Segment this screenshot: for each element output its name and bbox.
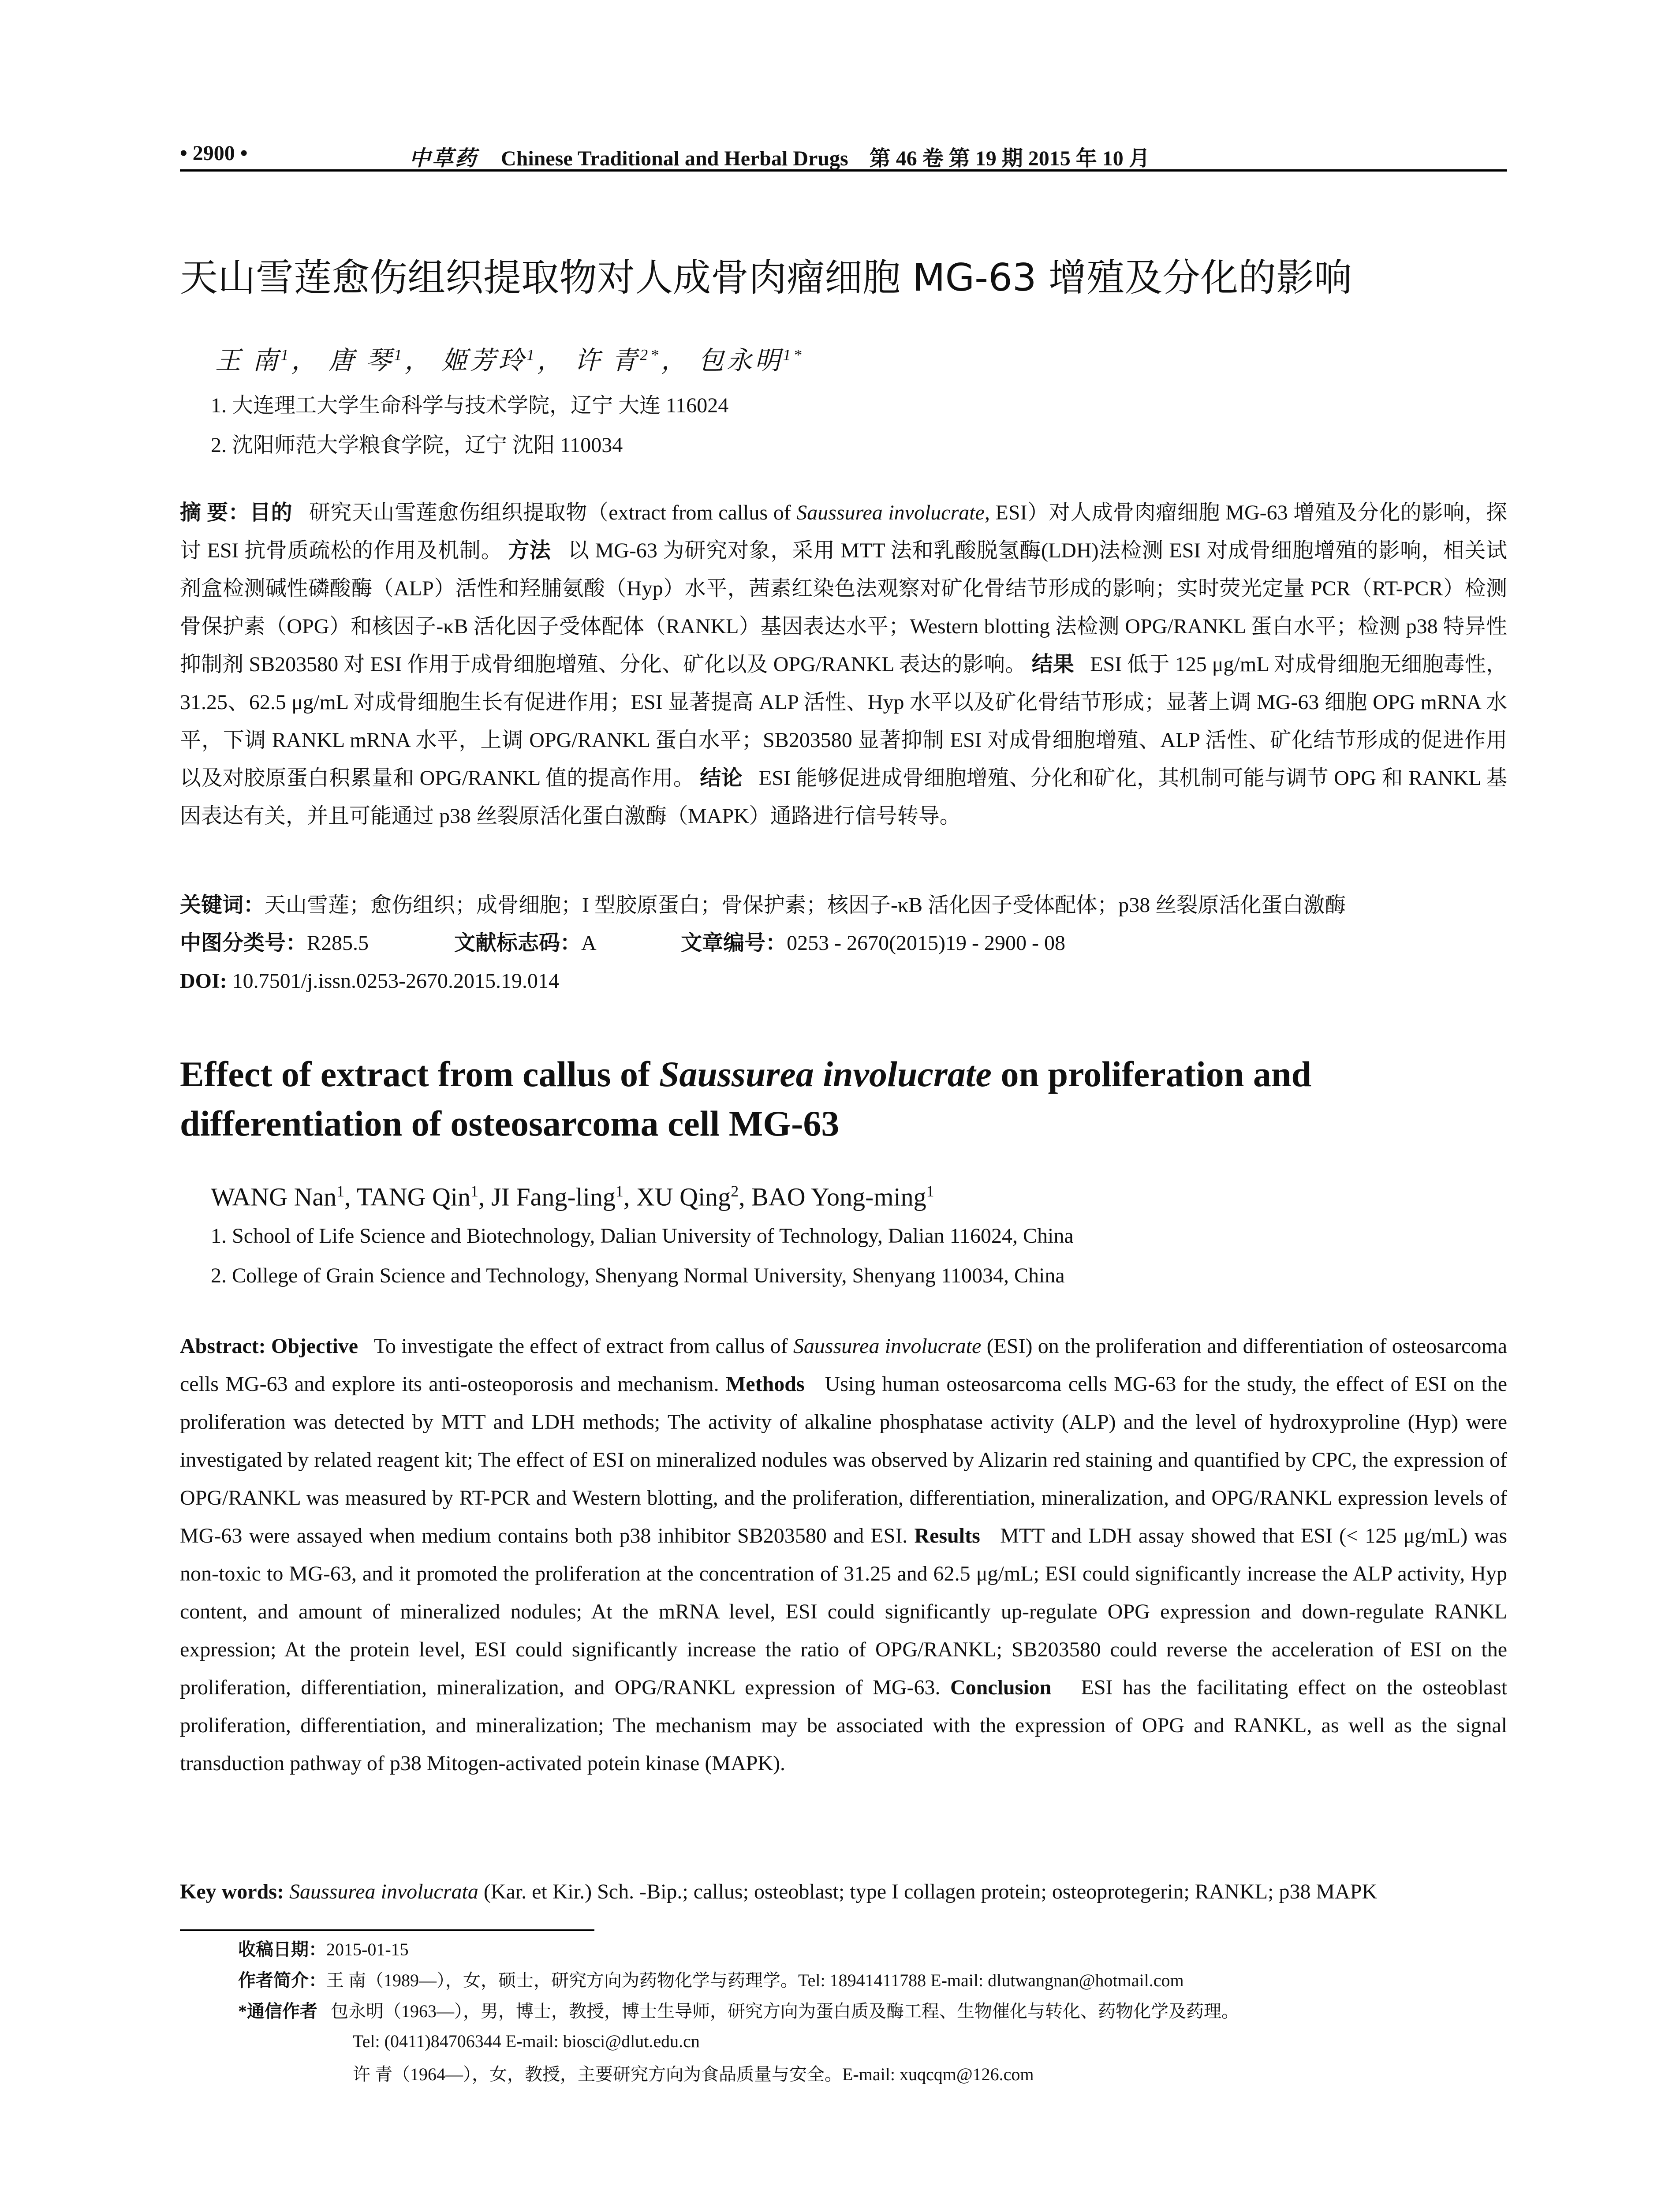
keywords-line (180, 886, 1507, 924)
bio-text: 王 南（1989—），女，硕士，研究方向为药物化学与药理学。Tel: 18941411788 E-mail: dlutwangnan@hotmail.com (326, 1970, 1184, 1990)
doi-label: DOI: (180, 969, 227, 993)
english-title (180, 1050, 1507, 1148)
author-name: 许 青 (574, 346, 640, 375)
chinese-affiliation: 2. 沈阳师范大学粮食学院，辽宁 沈阳 110034 (211, 434, 623, 457)
received-value: 2015-01-15 (326, 1940, 409, 1959)
conclusion-text: ESI has the facilitating effect on the osteoblast proliferation, differentiation, and mineralization; The mechanism may be associated with the expression of OPG and RANKL, as well as the signal transduction pathway of p38 Mitogen-activated potein kinase (MAPK). (180, 1676, 1507, 1775)
methods-label: 方法 (508, 539, 551, 562)
running-header (180, 140, 1507, 172)
conclusion-label: Conclusion (950, 1676, 1052, 1699)
english-abstract (180, 1327, 1507, 1783)
objective-text-a: To investigate the effect of extract from callus of (373, 1334, 793, 1358)
chinese-authors: 王 南$^1$， 唐 琴$^1$， 姬芳玲$^1$， 许 青$^{2*}$， 包永明$^{1*}$ (215, 346, 804, 375)
objective-text-a: 研究天山雪莲愈伤组织提取物（extract from callus of (309, 501, 797, 524)
author-name: XU Qing (636, 1182, 731, 1211)
author-affiliation-mark: 2* (640, 346, 661, 364)
methods-label: Methods (725, 1372, 805, 1396)
footnote-author-bio (238, 1969, 1184, 1992)
author-name: TANG Qin (357, 1182, 470, 1211)
results-text: MTT and LDH assay showed that ESI (< 125 μg/mL) was non-toxic to MG-63, and it promoted the proliferation at the concentration of 31.25 and 62.5 μg/mL; ESI could significantly increase the ALP activity, Hyp content, and amount of mineralized nodules; At the mRNA level, ESI could significantly up-regulate OPG expression and down-regulate RANKL expression; At the protein level, ESI could significantly increase the ratio of OPG/RANKL; SB203580 could reverse the acceleration of ESI on the proliferation, differentiation, mineralization, and OPG/RANKL expression of MG-63. (180, 1524, 1508, 1699)
footnote-received (238, 1938, 409, 1961)
page-number: • 2900 • (180, 142, 248, 165)
species-name: Saussurea involucrate (793, 1334, 982, 1358)
english-title-species: Saussurea involucrate (659, 1054, 992, 1094)
bio-label: 作者简介： (238, 1970, 326, 1990)
species-name: Saussurea involucrate (796, 501, 985, 524)
abstract-label: 摘 要： (180, 501, 250, 524)
journal-name-cn: 中草药 (409, 147, 478, 170)
classification-line (180, 924, 1507, 962)
author-name: JI Fang-ling (491, 1182, 616, 1211)
objective-text-b: , ESI）对人成骨肉瘤细胞 MG-63 增殖及分化的影响，探讨 ESI 抗骨质疏松的作用及机制。 (180, 501, 1507, 562)
keywords-label: 关键词： (180, 893, 265, 917)
keywords-species: Saussurea involucrata (289, 1880, 478, 1903)
chinese-title: 天山雪莲愈伤组织提取物对人成骨肉瘤细胞 MG-63 增殖及分化的影响 (180, 256, 1352, 300)
footnote-corr2: 许 青（1964—），女，教授，主要研究方向为食品质量与安全。E-mail: xuqcqm@126.com (353, 2064, 1034, 2084)
methods-text: Using human osteosarcoma cells MG-63 for the study, the effect of ESI on the proliferation was detected by MTT and LDH methods; The activity of alkaline phosphatase activity (ALP) and the level of hydroxyproline (Hyp) were investigated by related reagent kit; The effect of ESI on mineralized nodules was observed by Alizarin red staining and quantified by CPC, the expression of OPG/RANKL was measured by RT-PCR and Western blotting, and the proliferation, differentiation, mineralization, and OPG/RANKL expression levels of MG-63 were assayed when medium contains both p38 inhibitor SB203580 and ESI. (180, 1372, 1508, 1547)
english-authors: WANG Nan$^1$, TANG Qin$^1$, JI Fang-ling$^1$, XU Qing$^2$, BAO Yong-ming$^1$ (211, 1182, 934, 1211)
objective-label: 目的 (250, 501, 293, 524)
objective-text-b: (ESI) on the proliferation and differentiation of osteosarcoma cells MG-63 and explore its anti-osteoporosis and mechanism. (180, 1334, 1508, 1396)
author-affiliation-mark: 1 (526, 346, 538, 364)
author-name: 姬芳玲 (442, 346, 527, 375)
clc-label: 中图分类号： (180, 931, 307, 955)
author-name: 王 南 (215, 346, 281, 375)
received-label: 收稿日期： (238, 1940, 326, 1959)
journal-info (409, 141, 1150, 172)
conclusion-label: 结论 (700, 766, 743, 790)
chinese-keywords-block (180, 886, 1507, 1000)
english-affiliation: 2. College of Grain Science and Technology, Shenyang Normal University, Shenyang 110034, China (211, 1264, 1065, 1287)
doi-value: 10.7501/j.issn.0253-2670.2015.19.014 (232, 969, 560, 993)
author-affiliation-mark: 1 (394, 346, 405, 364)
journal-volume: 第 46 卷 第 19 期 2015 年 10 月 (869, 147, 1150, 170)
clc-value: R285.5 (307, 931, 369, 955)
articleno-label: 文章编号： (681, 931, 787, 955)
author-affiliation-mark: 1 (280, 346, 291, 364)
author-affiliation-mark: 1 (615, 1182, 623, 1200)
english-title-part-a: Effect of extract from callus of (180, 1054, 659, 1094)
english-affiliation: 1. School of Life Science and Biotechnology, Dalian University of Technology, Dalian 116024, China (211, 1224, 1074, 1248)
methods-text: 以 MG-63 为研究对象，采用 MTT 法和乳酸脱氢酶(LDH)法检测 ESI 对成骨细胞增殖的影响，相关试剂盒检测碱性磷酸酶（ALP）活性和羟脯氨酸（Hyp）水平，茜素红染色法观察对矿化骨结节形成的影响；实时荧光定量 PCR（RT-PCR）检测骨保护素（OPG）和核因子-κB 活化因子受体配体（RANKL）基因表达水平；Western blotting 法检测 OPG/RANKL 蛋白水平；检测 p38 特异性抑制剂 SB203580 对 ESI 作用于成骨细胞增殖、分化、矿化以及 OPG/RANKL 表达的影响。 (180, 539, 1508, 676)
conclusion-text: ESI 能够促进成骨细胞增殖、分化和矿化，其机制可能与调节 OPG 和 RANKL 基因表达有关，并且可能通过 p38 丝裂原活化蛋白激酶（MAPK）通路进行信号转导。 (180, 766, 1507, 828)
abstract-label: Abstract: (180, 1334, 266, 1358)
results-text: ESI 低于 125 μg/mL 对成骨细胞无细胞毒性，31.25、62.5 μg/mL 对成骨细胞生长有促进作用；ESI 显著提高 ALP 活性、Hyp 水平以及矿化骨结节形成；显著上调 MG-63 细胞 OPG mRNA 水平，下调 RANKL mRNA 水平，上调 OPG/RANKL 蛋白水平；SB203580 显著抑制 ESI 对成骨细胞增殖、ALP 活性、矿化结节形成的促进作用以及对胶原蛋白积累量和 OPG/RANKL 值的提高作用。 (180, 653, 1507, 790)
author-affiliation-mark: 1* (783, 346, 804, 364)
doccode-value: A (581, 931, 596, 955)
author-affiliation-mark: 1 (926, 1182, 934, 1200)
chinese-abstract (180, 494, 1507, 835)
keywords-label: Key words: (180, 1880, 284, 1903)
author-name: BAO Yong-ming (751, 1182, 926, 1211)
author-affiliation-mark: 1 (336, 1182, 345, 1200)
corr1-text: 包永明（1963—），男，博士，教授，博士生导师，研究方向为蛋白质及酶工程、生物催化与转化、药物化学及药理。 (331, 2001, 1239, 2021)
author-name: 包永明 (698, 346, 783, 375)
english-title-part-b: on proliferation and differentiation of osteosarcoma cell MG-63 (180, 1054, 1312, 1144)
footnote-divider (180, 1929, 594, 1931)
keywords-text: (Kar. et Kir.) Sch. -Bip.; callus; osteoblast; type I collagen protein; osteoprotegerin; RANKL; p38 MAPK (478, 1880, 1378, 1903)
objective-label: Objective (271, 1334, 358, 1358)
author-affiliation-mark: 2 (731, 1182, 739, 1200)
results-label: 结果 (1031, 653, 1074, 676)
articleno-value: 0253 - 2670(2015)19 - 2900 - 08 (787, 931, 1065, 955)
chinese-affiliation: 1. 大连理工大学生命科学与技术学院，辽宁 大连 116024 (211, 394, 729, 417)
corr-label: *通信作者 (238, 2001, 317, 2021)
author-affiliation-mark: 1 (470, 1182, 478, 1200)
author-name: WANG Nan (211, 1182, 337, 1211)
keywords-text: 天山雪莲；愈伤组织；成骨细胞；I 型胶原蛋白；骨保护素；核因子-κB 活化因子受体配体；p38 丝裂原活化蛋白激酶 (265, 893, 1346, 917)
results-label: Results (914, 1524, 980, 1547)
english-keywords (180, 1874, 1507, 1910)
journal-name-en: Chinese Traditional and Herbal Drugs (501, 147, 848, 170)
author-name: 唐 琴 (329, 346, 394, 375)
doccode-label: 文献标志码： (454, 931, 582, 955)
footnote-corr1-contact: Tel: (0411)84706344 E-mail: biosci@dlut.edu.cn (353, 2031, 700, 2051)
footnote-corresponding (238, 2000, 1239, 2023)
doi-line (180, 962, 1507, 1000)
